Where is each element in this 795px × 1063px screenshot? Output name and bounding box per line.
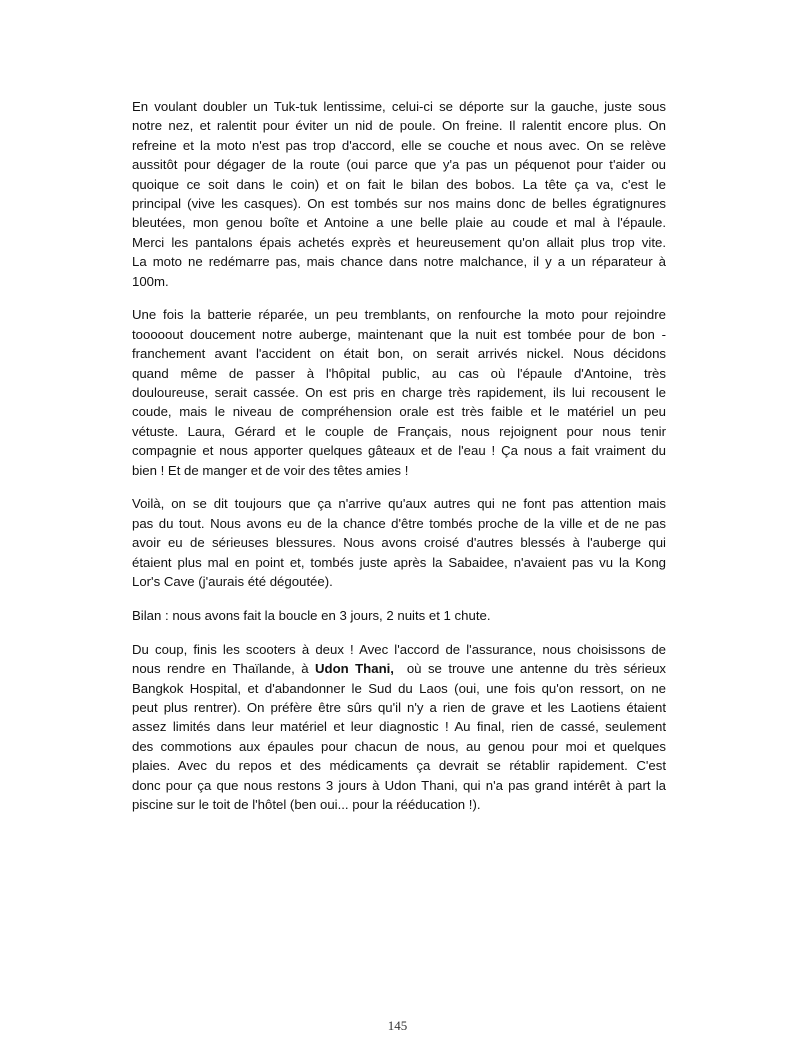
text-line: bien ! Et de manger et de voir des têtes amies ! — [132, 462, 409, 478]
text-line: Du coup, finis les scooters à deux ! Avec l'accord de l'assurance, nous choisissons de — [132, 641, 666, 657]
text-line: quoique ce soit dans le coin) et on fait le bilan des bobos. La tête ça va, c'est le — [132, 176, 666, 192]
text-line: notre nez, et ralentit pour éviter un nid de poule. On freine. Il ralentit encore plus. On — [132, 118, 666, 134]
text-line: aussitôt pour dégager de la route (oui parce que y'a pas un péquenot pour t'aider ou — [132, 157, 666, 173]
text-line: piscine sur le toit de l'hôtel (ben oui... pour la rééducation !). — [132, 796, 481, 812]
text-line: vétuste. Laura, Gérard et le couple de Français, nous rejoignent pour nous tenir — [132, 423, 666, 439]
text-line: compagnie et nous apporter quelques gâteaux et de l'eau ! Ça nous a fait vraiment du — [132, 443, 666, 459]
text-segment: nous rendre en Thaïlande, à — [132, 661, 315, 677]
text-line: plaies. Avec du repos et des médicaments ça devrait se rétablir rapidement. C'est — [132, 758, 666, 774]
text-line: 100m. — [132, 273, 169, 289]
text-line: étaient plus mal en point et, tombés juste après la Sabaidee, n'avaient pas vu la Kong — [132, 554, 666, 570]
paragraph — [132, 97, 666, 291]
text-line: peut plus rentrer). On préfère être sûrs qu'il n'y a rien de grave et les Laotiens étaient — [132, 699, 666, 715]
text-line: principal (vive les casques). On est tombés sur nos mains donc de belles égratignures — [132, 195, 666, 211]
paragraph — [132, 640, 666, 815]
paragraph — [132, 606, 666, 625]
text-line: assez limités dans leur matériel et leur diagnostic ! Au final, rien de cassé, seulement — [132, 719, 666, 735]
text-line: des commotions aux épaules pour chacun de nous, au genou pour moi et quelques — [132, 738, 666, 754]
text-line: Merci les pantalons épais achetés exprès et heureusement qu'on allait plus trop vite. — [132, 234, 666, 250]
text-line: refreine et la moto n'est pas trop d'accord, elle se couche et nous avec. On se relève — [132, 137, 666, 153]
paragraph — [132, 305, 666, 480]
page-number: 145 — [387, 1018, 408, 1033]
text-line: donc pour ça que nous restons 3 jours à Udon Thani, qui n'a pas grand intérêt à part la — [132, 777, 666, 793]
text-line: La moto ne redémarre pas, mais chance dans notre malchance, il y a un réparateur à — [132, 254, 666, 270]
text-segment: où se trouve une antenne du très sérieux — [393, 661, 667, 677]
text-line: Lor's Cave (j'aurais été dégoutée). — [132, 573, 333, 589]
text-line: pas du tout. Nous avons eu de la chance d'être tombés proche de la ville et de ne pas — [132, 515, 666, 531]
text-line: avoir eu de sérieuses blessures. Nous avons croisé d'autres blessés à l'auberge qui — [132, 535, 666, 551]
text-line: Une fois la batterie réparée, un peu tremblants, on renfourche la moto pour rejoindre — [132, 307, 666, 323]
text-line: bleutées, mon genou boîte et Antoine a une belle plaie au coude et mal à l'épaule. — [132, 215, 666, 231]
paragraph — [132, 494, 666, 591]
text-line: En voulant doubler un Tuk-tuk lentissime, celui-ci se déporte sur la gauche, juste sous — [132, 99, 666, 114]
text-line: Voilà, on se dit toujours que ça n'arrive qu'aux autres qui ne font pas attention mais — [132, 496, 666, 512]
text-line: coude, mais le niveau de compréhension orale est très faible et le matériel un peu — [132, 404, 666, 420]
text-line — [132, 659, 666, 678]
text-line: tooooout doucement notre auberge, maintenant que la nuit est tombée pour de bon - — [132, 326, 666, 342]
place-name-bold: Udon Thani, — [315, 661, 394, 677]
text-line: Bangkok Hospital, et d'abandonner le Sud du Laos (oui, une fois qu'on ressort, on ne — [132, 680, 666, 696]
text-line: Bilan : nous avons fait la boucle en 3 jours, 2 nuits et 1 chute. — [132, 607, 491, 623]
text-line: quand même de passer à l'hôpital public, au cas où l'épaule d'Antoine, très — [132, 365, 666, 381]
text-line: douloureuse, serait cassée. On est pris en charge très rapidement, ils lui recousent le — [132, 384, 666, 400]
text-line: franchement avant l'accident on était bon, on serait arrivés nickel. Nous décidons — [132, 346, 666, 362]
document-body — [132, 97, 666, 829]
